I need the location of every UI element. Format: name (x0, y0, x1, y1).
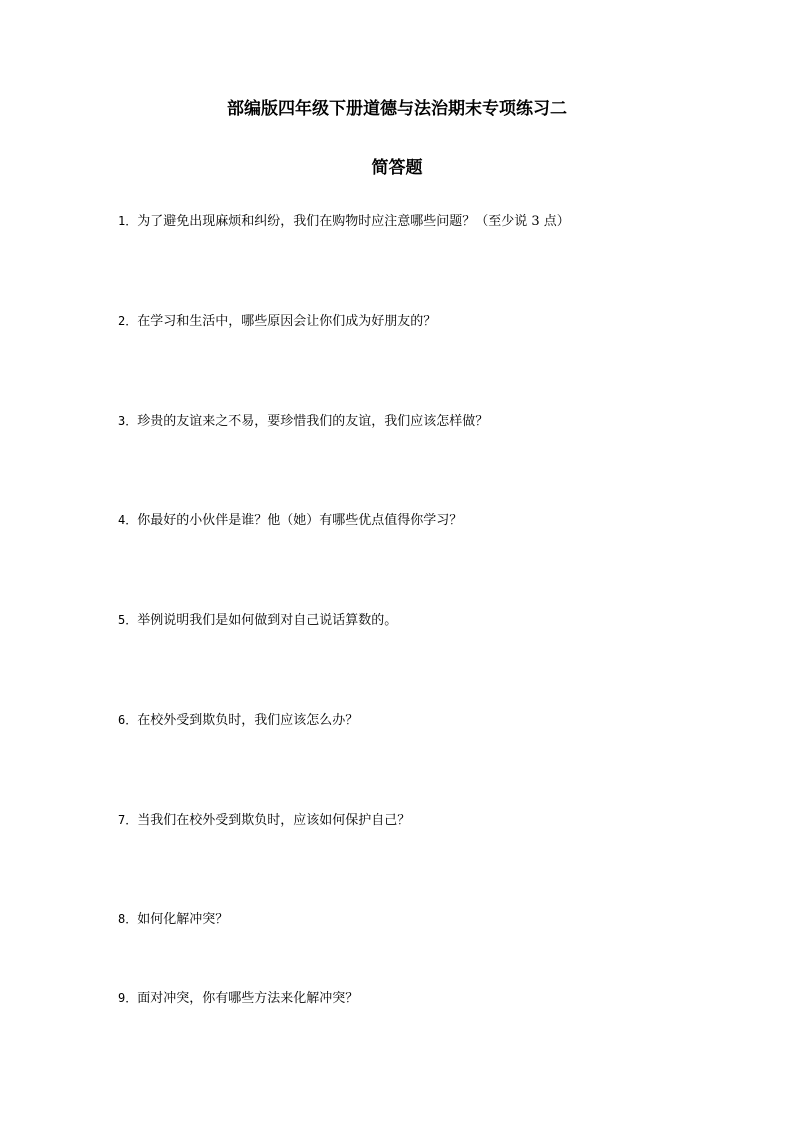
question-1 (118, 211, 738, 232)
question-9 (118, 988, 738, 1009)
question-7 (118, 810, 738, 831)
question-text: 为了避免出现麻烦和纠纷，我们在购物时应注意哪些问题？（至少说 3 点） (137, 214, 570, 229)
question-text: 面对冲突，你有哪些方法来化解冲突？ (137, 991, 359, 1006)
question-2 (118, 311, 738, 332)
question-6 (118, 710, 738, 731)
question-number: 4． (118, 513, 138, 527)
question-text: 如何化解冲突？ (137, 912, 229, 927)
question-number: 1． (118, 214, 138, 228)
question-text: 当我们在校外受到欺负时，应该如何保护自己？ (137, 813, 411, 828)
section-heading: 简答题 (371, 158, 423, 178)
question-number: 3． (118, 414, 138, 428)
question-text: 你最好的小伙伴是谁？他（她）有哪些优点值得你学习？ (137, 513, 463, 528)
question-5 (118, 610, 738, 631)
question-number: 2． (118, 314, 138, 328)
question-8 (118, 909, 738, 930)
question-number: 5． (118, 613, 138, 627)
question-number: 9． (118, 991, 138, 1005)
question-number: 6． (118, 713, 138, 727)
question-text: 举例说明我们是如何做到对自己说话算数的。 (137, 613, 398, 628)
question-number: 8． (118, 912, 138, 926)
question-4 (118, 510, 738, 531)
question-3 (118, 411, 738, 432)
question-text: 在校外受到欺负时，我们应该怎么办？ (137, 713, 359, 728)
question-text: 在学习和生活中，哪些原因会让你们成为好朋友的？ (137, 314, 437, 329)
question-text: 珍贵的友谊来之不易，要珍惜我们的友谊，我们应该怎样做？ (137, 414, 489, 429)
question-number: 7． (118, 813, 138, 827)
document-title: 部编版四年级下册道德与法治期末专项练习二 (227, 99, 567, 119)
